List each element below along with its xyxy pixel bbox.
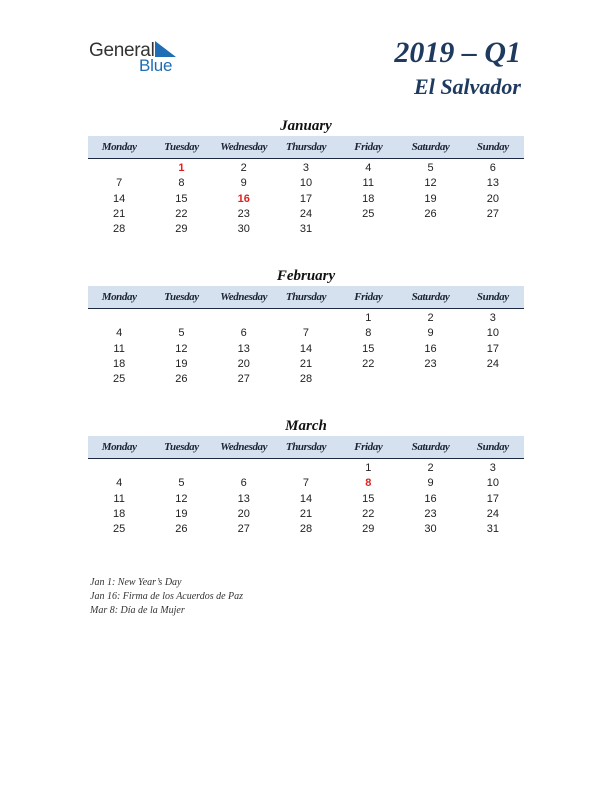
day-cell: 31 <box>486 523 499 536</box>
day-cell: 17 <box>486 492 499 505</box>
day-cell: 11 <box>362 177 374 190</box>
day-cell: 11 <box>113 342 125 355</box>
day-cell: 28 <box>299 373 313 386</box>
day-cell <box>399 222 461 237</box>
day-cell: 2 <box>427 312 434 324</box>
day-cell: 19 <box>424 192 437 205</box>
day-cell: 27 <box>237 523 250 536</box>
day-cell <box>88 161 150 176</box>
day-cell <box>88 311 150 326</box>
day-cell: 18 <box>113 357 126 370</box>
day-cell <box>275 461 337 476</box>
day-cell: 26 <box>175 373 188 386</box>
day-cell <box>337 222 399 237</box>
day-cell: 24 <box>299 207 313 220</box>
day-cell: 2 <box>240 162 247 174</box>
day-cell <box>462 222 524 237</box>
day-cell: 26 <box>424 207 437 220</box>
weekday-label: Saturday <box>411 291 450 303</box>
week-row <box>88 476 524 491</box>
day-cell: 27 <box>237 373 250 386</box>
day-cell: 21 <box>299 357 313 370</box>
weekday-label: Tuesday <box>164 291 199 303</box>
week-row <box>88 176 524 191</box>
day-cell <box>399 372 461 387</box>
logo-blue-text: Blue <box>139 56 173 75</box>
day-cell: 3 <box>489 312 496 324</box>
day-cell: 9 <box>427 477 434 490</box>
day-cell: 5 <box>178 477 185 490</box>
day-cell: 16 <box>424 492 437 505</box>
day-cell: 30 <box>237 223 250 236</box>
day-cell: 21 <box>113 207 126 220</box>
day-cell: 22 <box>362 357 375 370</box>
day-cell: 10 <box>486 477 499 490</box>
day-cell: 4 <box>365 162 372 174</box>
brand-logo <box>89 40 189 76</box>
weekday-label: Tuesday <box>164 441 199 453</box>
week-row <box>88 192 524 207</box>
weekday-label: Tuesday <box>164 141 199 153</box>
day-cell: 22 <box>175 207 188 220</box>
weekday-header-row <box>88 436 524 459</box>
day-cell <box>150 311 212 326</box>
page-subtitle: El Salvador <box>414 74 521 99</box>
day-cell: 14 <box>113 192 126 205</box>
day-cell: 22 <box>362 507 375 520</box>
week-row <box>88 161 524 176</box>
day-cell <box>88 461 150 476</box>
day-cell: 19 <box>175 357 188 370</box>
day-cell: 13 <box>237 342 250 355</box>
day-cell: 20 <box>486 192 499 205</box>
day-cell: 13 <box>486 177 499 190</box>
day-cell: 7 <box>116 177 123 190</box>
day-cell: 10 <box>486 327 499 340</box>
day-cell: 29 <box>175 223 188 236</box>
day-cell: 8 <box>365 327 372 340</box>
weekday-label: Saturday <box>411 141 450 153</box>
day-cell: 24 <box>486 507 499 520</box>
month-name: February <box>276 268 336 284</box>
week-row <box>88 326 524 341</box>
day-cell: 5 <box>178 327 185 340</box>
day-cell: 4 <box>116 327 123 340</box>
day-cell: 23 <box>424 507 437 520</box>
day-cell: 23 <box>424 357 437 370</box>
month-name: January <box>280 118 332 134</box>
day-cell: 12 <box>175 342 188 355</box>
day-cell: 8 <box>365 477 372 490</box>
week-row <box>88 461 524 476</box>
day-cell: 20 <box>237 507 250 520</box>
month-february <box>88 266 524 387</box>
day-cell: 15 <box>362 492 375 505</box>
day-cell <box>275 311 337 326</box>
logo-general-text: General <box>89 40 155 61</box>
weekday-label: Sunday <box>476 141 509 153</box>
day-cell: 26 <box>175 523 188 536</box>
day-cell: 6 <box>489 162 496 174</box>
day-cell: 28 <box>299 523 313 536</box>
day-cell: 23 <box>237 207 250 220</box>
week-row <box>88 207 524 222</box>
holiday-note: Mar 8: Día de la Mujer <box>90 605 185 616</box>
day-cell: 3 <box>489 462 496 474</box>
holiday-notes <box>90 576 243 618</box>
day-cell: 18 <box>113 507 126 520</box>
page-title: 2019 – Q1 <box>394 36 521 69</box>
day-cell: 9 <box>427 327 434 340</box>
day-cell <box>337 372 399 387</box>
weekday-header-row <box>88 136 524 159</box>
day-cell: 1 <box>365 462 372 474</box>
week-row <box>88 311 524 326</box>
holiday-note: Jan 16: Firma de los Acuerdos de Paz <box>90 591 244 602</box>
day-cell: 25 <box>113 523 126 536</box>
day-cell: 27 <box>486 207 499 220</box>
week-row <box>88 522 524 537</box>
day-cell: 24 <box>486 357 499 370</box>
week-row <box>88 507 524 522</box>
day-cell: 8 <box>178 177 185 190</box>
day-cell: 18 <box>362 192 375 205</box>
weekday-label: Sunday <box>476 291 509 303</box>
month-march <box>88 416 524 537</box>
day-cell: 14 <box>299 492 313 505</box>
weekday-label: Friday <box>354 141 383 153</box>
day-cell: 15 <box>175 192 188 205</box>
day-cell: 28 <box>113 223 126 236</box>
day-cell: 1 <box>178 162 185 174</box>
weekday-header-row <box>88 286 524 309</box>
day-cell: 3 <box>302 162 310 174</box>
day-cell <box>150 461 212 476</box>
day-cell <box>213 461 275 476</box>
weekday-label: Friday <box>354 291 383 303</box>
day-cell <box>213 311 275 326</box>
day-cell: 2 <box>427 462 434 474</box>
day-cell: 25 <box>113 373 126 386</box>
weekday-label: Monday <box>101 441 137 453</box>
holiday-note: Jan 1: New Year’s Day <box>90 577 182 588</box>
day-cell: 16 <box>237 192 250 205</box>
day-cell: 29 <box>362 523 375 536</box>
week-row <box>88 222 524 237</box>
day-cell: 31 <box>299 223 313 236</box>
weekday-label: Sunday <box>476 441 509 453</box>
day-cell: 4 <box>116 477 123 490</box>
day-cell: 11 <box>113 492 125 505</box>
day-cell: 30 <box>424 523 437 536</box>
week-row <box>88 357 524 372</box>
day-cell <box>462 372 524 387</box>
month-name: March <box>285 418 327 434</box>
day-cell: 10 <box>299 177 313 190</box>
day-cell: 6 <box>240 477 247 490</box>
day-cell: 9 <box>240 177 247 190</box>
week-row <box>88 372 524 387</box>
day-cell: 20 <box>237 357 250 370</box>
weekday-label: Thursday <box>285 291 327 303</box>
day-cell: 15 <box>362 342 375 355</box>
weekday-label: Wednesday <box>220 141 268 153</box>
day-cell: 14 <box>299 342 313 355</box>
weekday-label: Saturday <box>411 441 450 453</box>
week-row <box>88 342 524 357</box>
weekday-label: Monday <box>101 141 137 153</box>
day-cell: 7 <box>302 327 310 340</box>
month-january <box>88 116 524 237</box>
day-cell: 21 <box>299 507 313 520</box>
weekday-label: Thursday <box>285 441 327 453</box>
day-cell: 12 <box>175 492 188 505</box>
weekday-label: Friday <box>354 441 383 453</box>
day-cell: 17 <box>486 342 499 355</box>
day-cell: 16 <box>424 342 437 355</box>
day-cell: 25 <box>362 207 375 220</box>
weekday-label: Thursday <box>285 141 327 153</box>
week-row <box>88 492 524 507</box>
day-cell: 13 <box>237 492 250 505</box>
weekday-label: Wednesday <box>220 291 268 303</box>
day-cell: 6 <box>240 327 247 340</box>
day-cell: 12 <box>424 177 437 190</box>
day-cell: 1 <box>365 312 372 324</box>
day-cell: 19 <box>175 507 188 520</box>
day-cell: 17 <box>299 192 313 205</box>
weekday-label: Monday <box>101 291 137 303</box>
day-cell: 7 <box>302 477 310 490</box>
day-cell: 5 <box>427 162 434 174</box>
weekday-label: Wednesday <box>220 441 268 453</box>
